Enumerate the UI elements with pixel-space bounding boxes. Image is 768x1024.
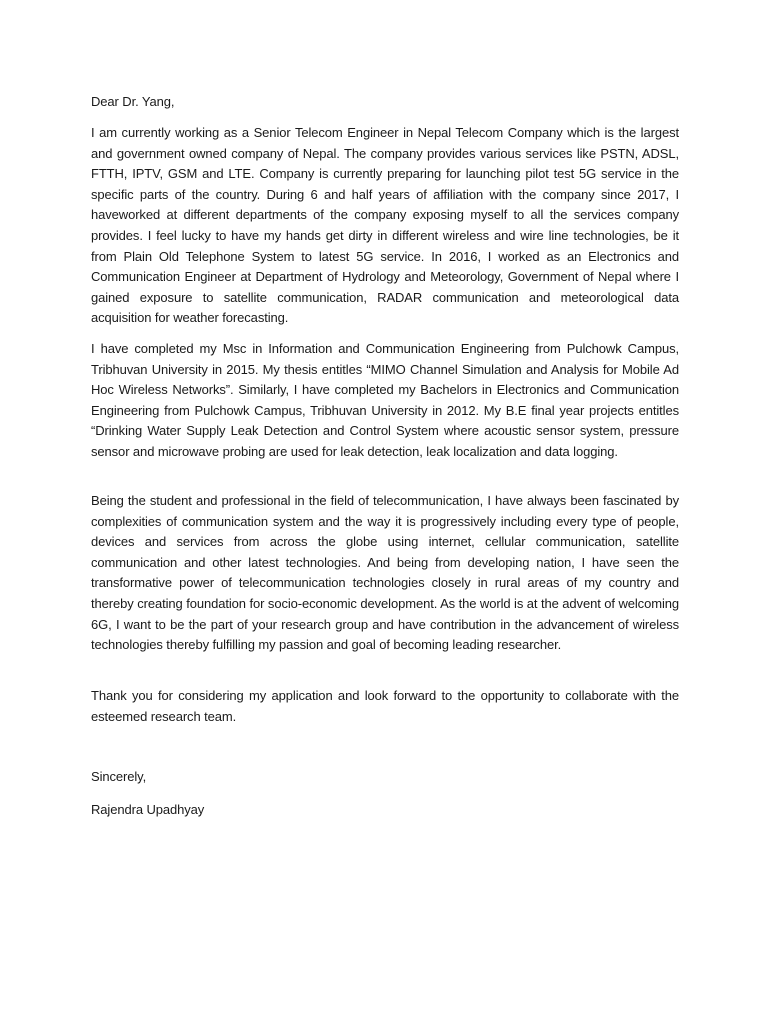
signature-name: Rajendra Upadhyay bbox=[91, 802, 205, 817]
salutation: Dear Dr. Yang, bbox=[91, 94, 175, 109]
paragraph-education: I have completed my Msc in Information and Communication Engineering from Pulchowk Campus, Tribhuvan University in 2015. My thesis entitles “MIMO Channel Simulation and Analysis for Mobile Ad Hoc Wireless Networks”. Similarly, I have completed my Bachelors in Electronics and Communication Engineering from Pulchowk Campus, Tribhuvan University in 2012. My B.E final year projects entitles “Drinking Water Supply Leak Detection and Control System where acoustic sensor system, pressure sensor and microwave probing are used for leak detection, leak localization and data logging. bbox=[91, 341, 679, 459]
paragraph-current-role: I am currently working as a Senior Telecom Engineer in Nepal Telecom Company which is the largest and government owned company of Nepal. The company provides various services like PSTN, ADSL, FTTH, IPTV, GSM and LTE. Company is currently preparing for launching pilot test 5G service in the specific parts of the country. During 6 and half years of affiliation with the company since 2017, I haveworked at different departments of the company exposing myself to all the services company provides. I feel lucky to have my hands get dirty in different wireless and wire line technologies, be it from Plain Old Telephone System to latest 5G service. In 2016, I worked as an Electronics and Communication Engineer at Department of Hydrology and Meteorology, Government of Nepal where I gained exposure to satellite communication, RADAR communication and meteorological data acquisition for weather forecasting. bbox=[91, 125, 679, 326]
closing: Sincerely, bbox=[91, 769, 147, 784]
paragraph-motivation: Being the student and professional in the field of telecommunication, I have always been fascinated by complexities of communication system and the way it is progressively including every type of people, devices and services from across the globe using internet, cellular communication, satellite communication and other latest technologies. And being from developing nation, I have seen the transformative power of telecommunication technologies closely in rural areas of my country and thereby creating foundation for socio-economic development. As the world is at the advent of welcoming 6G, I want to be the part of your research group and have contribution in the advancement of wireless technologies thereby fulfilling my passion and goal of becoming leading researcher. bbox=[91, 493, 679, 653]
paragraph-thanks: Thank you for considering my application and look forward to the opportunity to collaborate with the esteemed research team. bbox=[91, 688, 679, 724]
